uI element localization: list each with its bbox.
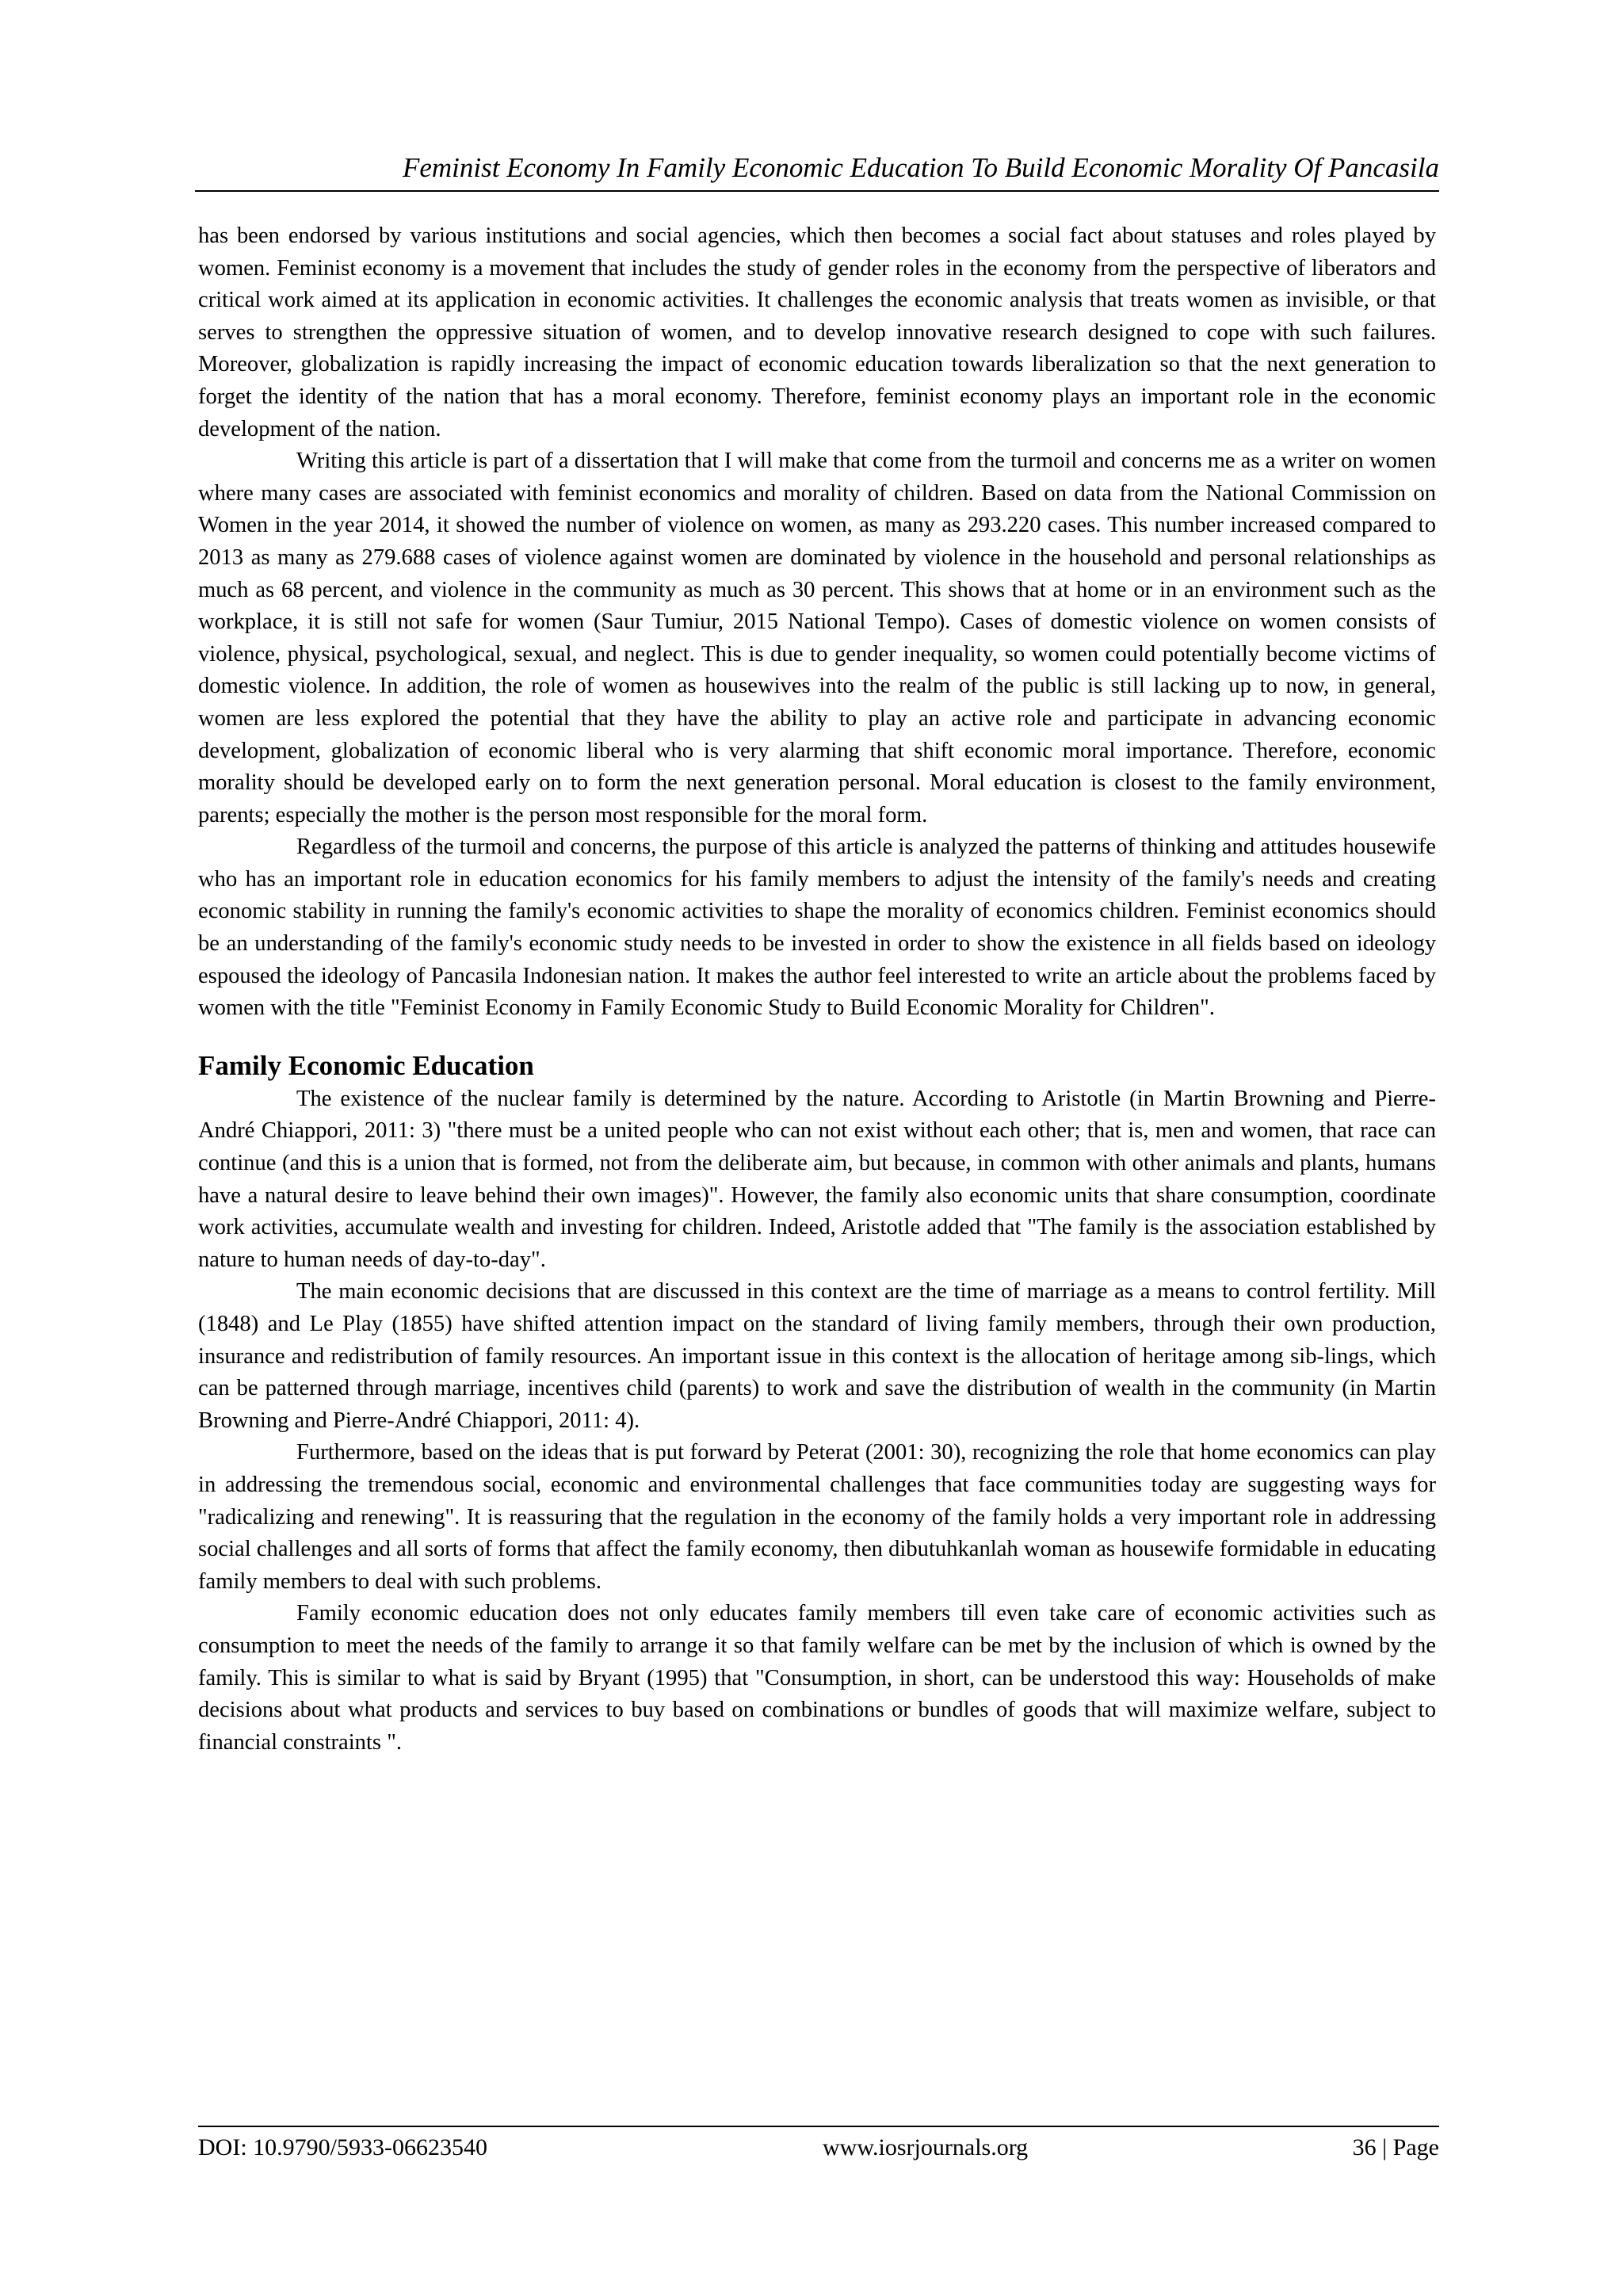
running-header: Feminist Economy In Family Economic Education To Build Economic Morality Of Pancasila (195, 152, 1439, 192)
paragraph: Furthermore, based on the ideas that is put forward by Peterat (2001: 30), recognizing the role that home economics can play in addressing the tremendous social, economic and environmental challenges that face communities today are suggesting ways for "radicalizing and renewing". It is reassuring that the regulation in the economy of the family holds a very important role in addressing social challenges and all sorts of forms that affect the family economy, then dibutuhkanlah woman as housewife formidable in educating family members to deal with such problems. (198, 1440, 1436, 1594)
article-body (198, 220, 1436, 1759)
footer-page-number: 36 | Page (1352, 2134, 1439, 2160)
paragraph: The main economic decisions that are discussed in this context are the time of marriage as a means to control fertility. Mill (1848) and Le Play (1855) have shifted attention impact on the standard of living family members, through their own production, insurance and redistribution of family resources. An important issue in this context is the allocation of heritage among sib-lings, which can be patterned through marriage, incentives child (parents) to work and save the distribution of wealth in the community (in Martin Browning and Pierre-André Chiappori, 2011: 4). (198, 1279, 1436, 1433)
footer-doi: DOI: 10.9790/5933-06623540 (198, 2134, 487, 2160)
page-footer (198, 2126, 1439, 2160)
paragraph: Writing this article is part of a dissertation that I will make that come from the turmoil and concerns me as a writer on women where many cases are associated with feminist economics and morality of children. Based on data from the National Commission on Women in the year 2014, it showed the number of violence on women, as many as 293.220 cases. This number increased compared to 2013 as many as 279.688 cases of violence against women are dominated by violence in the household and personal relationships as much as 68 percent, and violence in the community as much as 30 percent. This shows that at home or in an environment such as the workplace, it is still not safe for women (Saur Tumiur, 2015 National Tempo). Cases of domestic violence on women consists of violence, physical, psychological, sexual, and neglect. This is due to gender inequality, so women could potentially become victims of domestic violence. In addition, the role of women as housewives into the realm of the public is still lacking up to now, in general, women are less explored the potential that they have the ability to play an active role and participate in advancing economic development, globalization of economic liberal who is very alarming that shift economic moral importance. Therefore, economic morality should be developed early on to form the next generation personal. Moral education is closest to the family environment, parents; especially the mother is the person most responsible for the moral form. (198, 449, 1436, 827)
section-heading: Family Economic Education (198, 1049, 534, 1081)
paragraph: Family economic education does not only educates family members till even take care of economic activities such as consumption to meet the needs of the family to arrange it so that family welfare can be met by the inclusion of which is owned by the family. This is similar to what is said by Bryant (1995) that "Consumption, in short, can be understood this way: Households of make decisions about what products and services to buy based on combinations or bundles of goods that will maximize welfare, subject to financial constraints ". (198, 1601, 1436, 1755)
paragraph-continued: has been endorsed by various institutions and social agencies, which then becomes a social fact about statuses and roles played by women. Feminist economy is a movement that includes the study of gender roles in the economy from the perspective of liberators and critical work aimed at its application in economic activities. It challenges the economic analysis that treats women as invisible, or that serves to strengthen the oppressive situation of women, and to develop innovative research designed to cope with such failures. Moreover, globalization is rapidly increasing the impact of economic education towards liberalization so that the next generation to forget the identity of the nation that has a moral economy. Therefore, feminist economy plays an important role in the economic development of the nation. (198, 223, 1436, 441)
footer-website: www.iosrjournals.org (823, 2134, 1029, 2160)
paragraph: The existence of the nuclear family is determined by the nature. According to Aristotle (in Martin Browning and Pierre-André Chiappori, 2011: 3) "there must be a united people who can not exist without each other; that is, men and women, that race can continue (and this is a union that is formed, not from the deliberate aim, but because, in common with other animals and plants, humans have a natural desire to leave behind their own images)". However, the family also economic units that share consumption, coordinate work activities, accumulate wealth and investing for children. Indeed, Aristotle added that "The family is the association established by nature to human needs of day-to-day". (198, 1086, 1436, 1272)
paragraph: Regardless of the turmoil and concerns, the purpose of this article is analyzed the patterns of thinking and attitudes housewife who has an important role in education economics for his family members to adjust the intensity of the family's needs and creating economic stability in running the family's economic activities to shape the morality of economics children. Feminist economics should be an understanding of the family's economic study needs to be invested in order to show the existence in all fields based on ideology espoused the ideology of Pancasila Indonesian nation. It makes the author feel interested to write an article about the problems faced by women with the title "Feminist Economy in Family Economic Study to Build Economic Morality for Children". (198, 835, 1436, 1021)
